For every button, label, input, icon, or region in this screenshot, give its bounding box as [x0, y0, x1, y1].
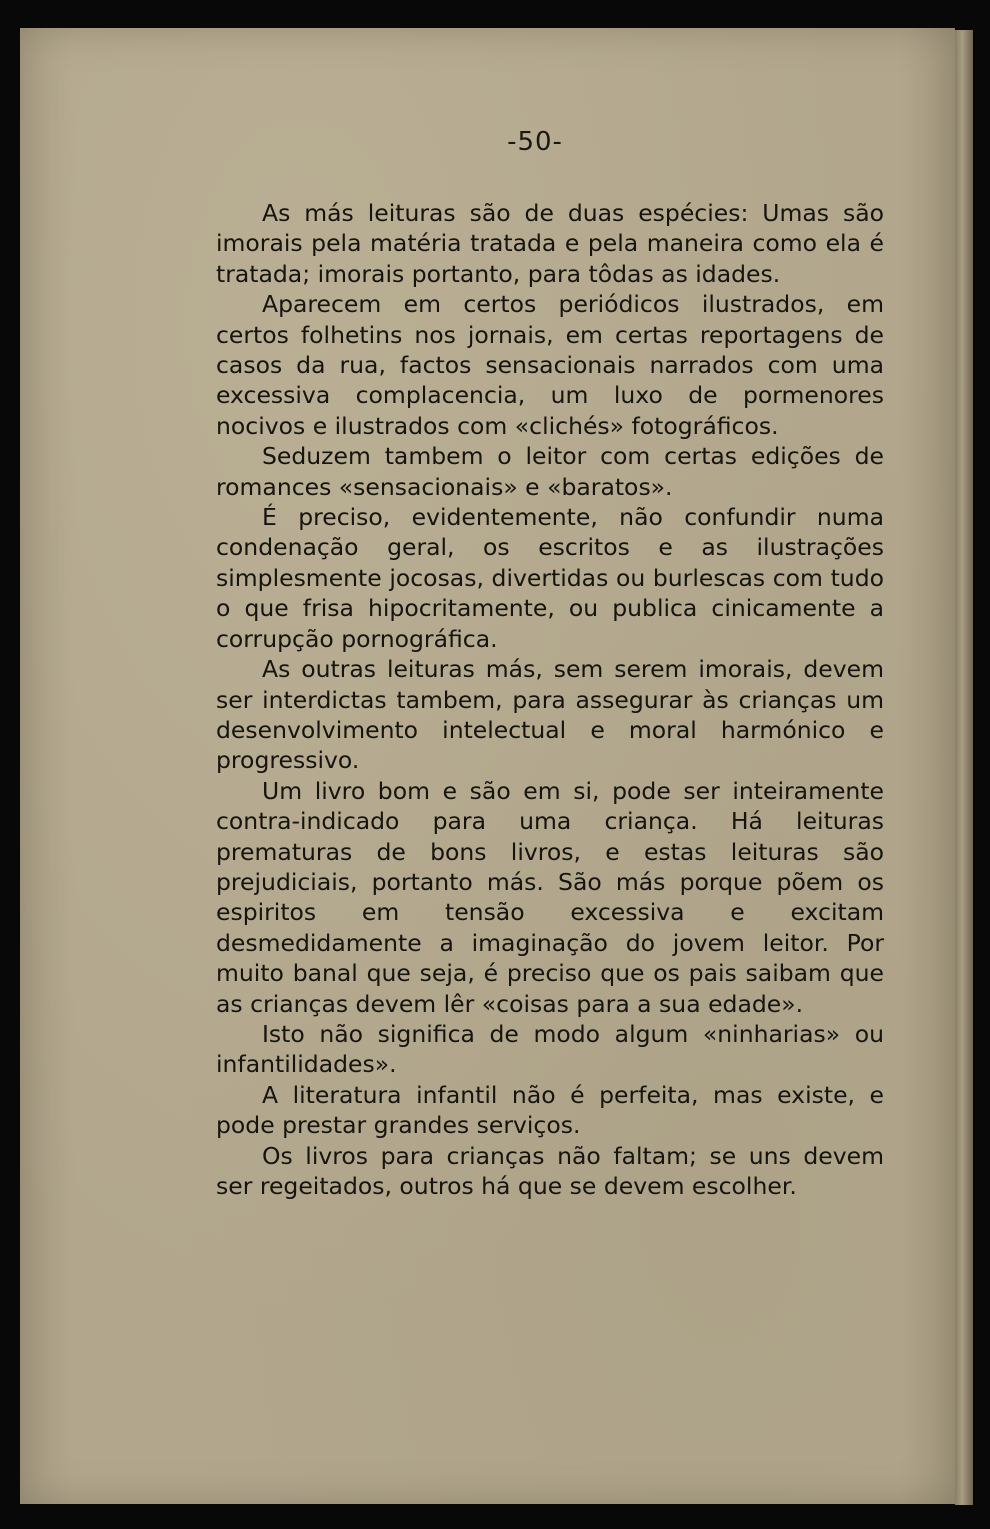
- paragraph: É preciso, evidentemente, não confundir numa condenação geral, os escritos e as ilustrações simplesmente jocosas, divertidas ou burlescas com tudo o que frisa hipocritamente, ou publica cinicamente a corrupção pornográfica.: [216, 503, 884, 653]
- paragraph: Os livros para crianças não faltam; se uns devem ser regeitados, outros há que se devem escolher.: [216, 1141, 884, 1200]
- paragraph: Seduzem tambem o leitor com certas edições de romances «sensacionais» e «baratos».: [216, 442, 884, 501]
- paragraph: As más leituras são de duas espécies: Umas são imorais pela matéria tratada e pela maneira como ela é tratada; imorais portanto, para tôdas as idades.: [216, 199, 884, 288]
- paragraph: As outras leituras más, sem serem imorais, devem ser interdictas tambem, para assegurar às crianças um desenvolvimento intelectual e moral harmónico e progressivo.: [216, 655, 884, 775]
- paragraph: A literatura infantil não é perfeita, mas existe, e pode prestar grandes serviços.: [216, 1080, 884, 1140]
- paragraph: Aparecem em certos periódicos ilustrados, em certos folhetins nos jornais, em certas reportagens de casos da rua, factos sensacionais narrados com uma excessiva complacencia, um luxo de pormenores nocivos e ilustrados com «clichés» fotográficos.: [216, 290, 884, 440]
- paragraph: Um livro bom e são em si, pode ser inteiramente contra-indicado para uma criança. Há leituras prematuras de bons livros, e estas leituras são prejudiciais, portanto más. São más porque põem os espiritos em tensão excessiva e excitam desmedidamente a imaginação do jovem leitor. Por muito banal que seja, é preciso que os pais saibam que as crianças devem lêr «coisas para a sua edade».: [216, 776, 884, 1018]
- body-text: [216, 198, 884, 1201]
- page-edge: [955, 30, 973, 1505]
- paragraph: Isto não significa de modo algum «ninharias» ou infantilidades».: [216, 1019, 884, 1079]
- page-number: -50-: [507, 127, 563, 157]
